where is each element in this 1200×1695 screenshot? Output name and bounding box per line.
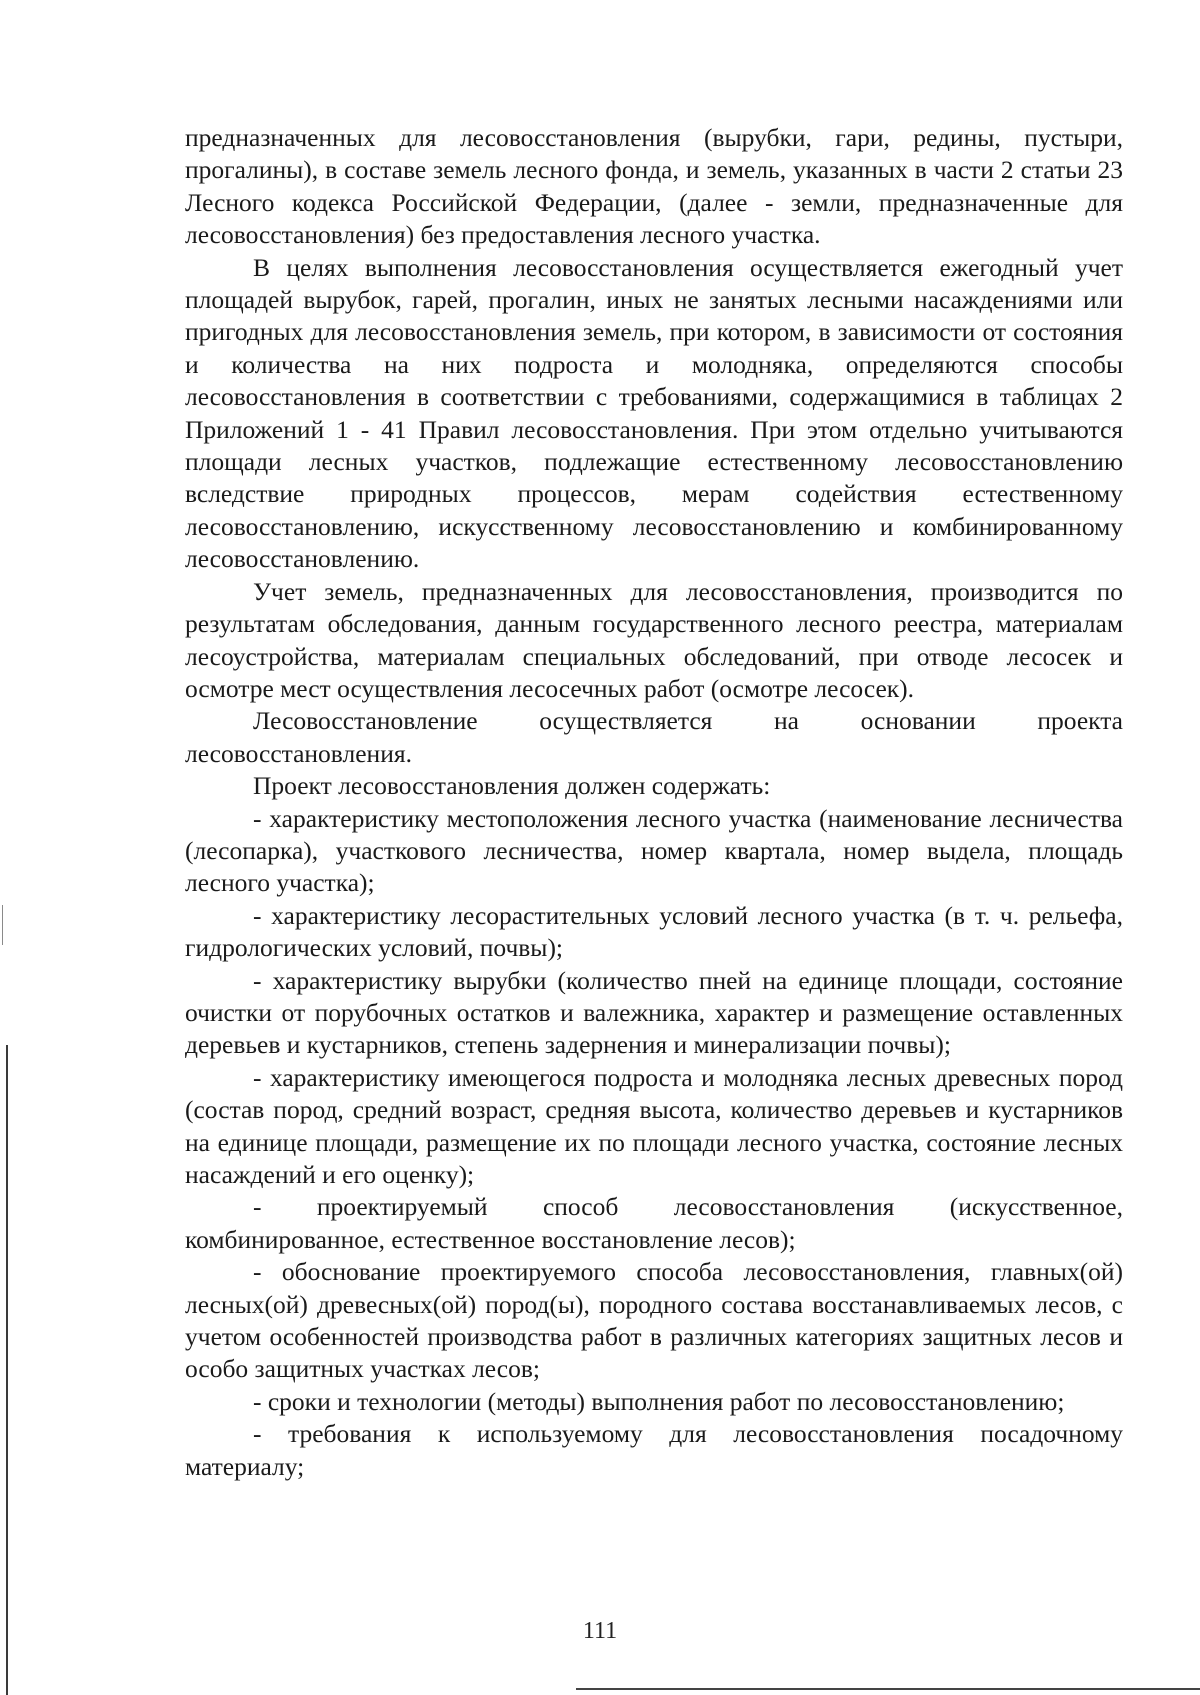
list-item: - характеристику имеющегося подроста и молодняка лесных древесных пород (состав пород, средний возраст, средняя высота, количество деревьев и кустарников на единице площади, размещение их по площади лесного участка, состояние лесных насаждений и его оценку); (185, 1062, 1123, 1189)
list-item: - характеристику лесорастительных условий лесного участка (в т. ч. рельефа, гидрологических условий, почвы); (185, 900, 1123, 963)
scan-edge-mark (2, 905, 3, 945)
list-item: - характеристику вырубки (количество пней на единице площади, состояние очистки от порубочных остатков и валежника, характер и размещение оставленных деревьев и кустарников, степень задернения и минерализации почвы); (185, 965, 1123, 1060)
paragraph: Учет земель, предназначенных для лесовосстановления, производится по результатам обследования, данным государственного лесного реестра, материалам лесоустройства, материалам специальных обследований, при отводе лесосек и осмотре мест осуществления лесосечных работ (осмотре лесосек). (185, 576, 1123, 703)
scan-edge-left (6, 1045, 8, 1695)
paragraph: Проект лесовосстановления должен содержать: (253, 771, 771, 801)
paragraph: Лесовосстановление осуществляется на основании проекта лесовосстановления. (185, 706, 1123, 768)
page-number: 111 (582, 1618, 618, 1644)
list-item: - проектируемый способ лесовосстановления (искусственное, комбинированное, естественное восстановление лесов); (185, 1192, 1123, 1254)
list-item: - характеристику местоположения лесного участка (наименование лесничества (лесопарка), участкового лесничества, номер квартала, номер выдела, площадь лесного участка); (185, 803, 1123, 898)
list-item: - требования к используемому для лесовосстановления посадочному материалу; (185, 1419, 1123, 1481)
paragraph: предназначенных для лесовосстановления (вырубки, гари, редины, пустыри, прогалины), в составе земель лесного фонда, и земель, указанных в части 2 статьи 23 Лесного кодекса Российской Федерации, (далее - земли, предназначенные для лесовосстановления) без предоставления лесного участка. (185, 123, 1123, 250)
list-item: - сроки и технологии (методы) выполнения работ по лесовосстановлению; (253, 1386, 1065, 1416)
list-item: - обоснование проектируемого способа лесовосстановления, главных(ой) лесных(ой) древесных(ой) пород(ы), породного состава восстанавливаемых лесов, с учетом особенностей производства работ в различных категориях защитных лесов и особо защитных участках лесов; (185, 1257, 1123, 1384)
scan-edge-bottom (576, 1688, 1200, 1690)
paragraph: В целях выполнения лесовосстановления осуществляется ежегодный учет площадей вырубок, гарей, прогалин, иных не занятых лесными насаждениями или пригодных для лесовосстановления земель, при котором, в зависимости от состояния и количества на них подроста и молодняка, определяются способы лесовосстановления в соответствии с требованиями, содержащимися в таблицах 2 Приложений 1 - 41 Правил лесовосстановления. При этом отдельно учитываются площади лесных участков, подлежащие естественному лесовосстановлению вследствие природных процессов, мерам содействия естественному лесовосстановлению, искусственному лесовосстановлению и комбинированному лесовосстановлению. (185, 252, 1123, 574)
body-text (185, 122, 1123, 1483)
